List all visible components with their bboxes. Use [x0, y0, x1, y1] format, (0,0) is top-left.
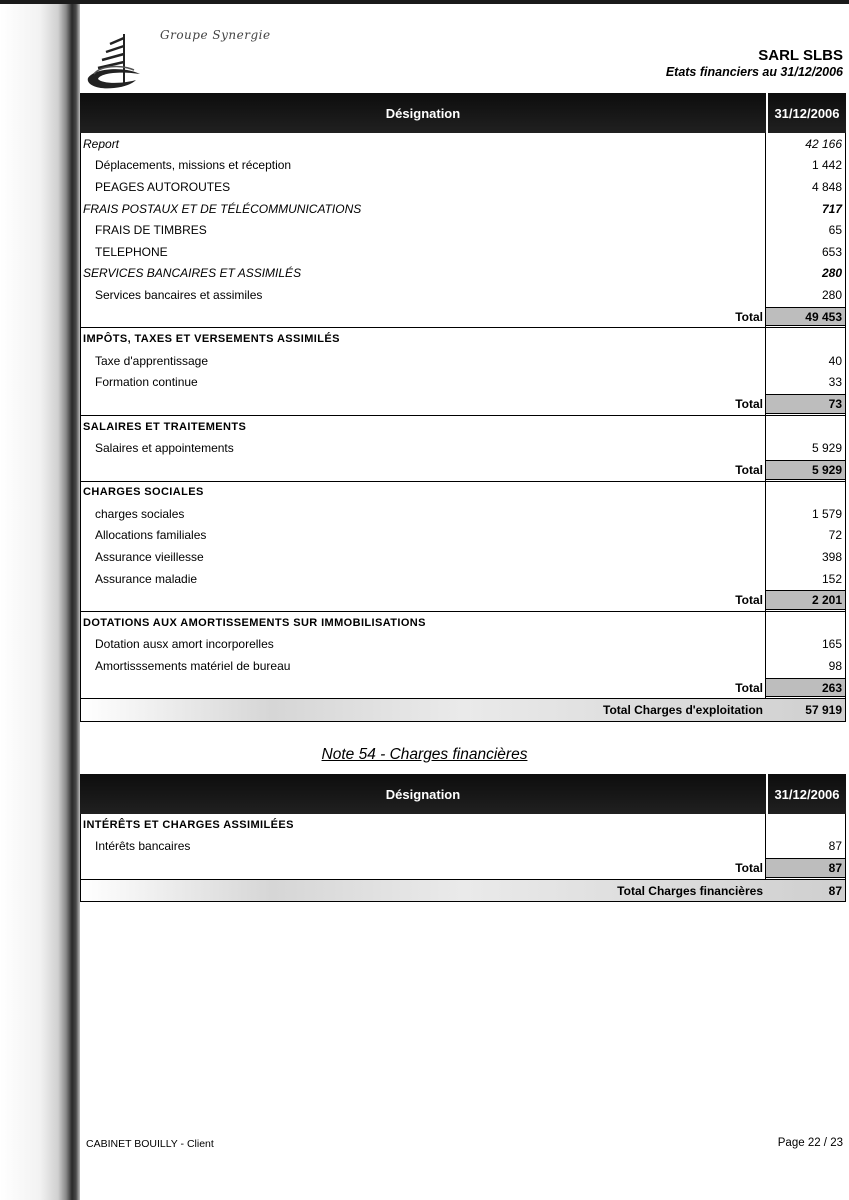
table-row: Taxe d'apprentissage 40	[95, 353, 842, 368]
table-header	[80, 774, 846, 814]
table-row: Services bancaires et assimiles 280	[95, 287, 842, 302]
col-date: 31/12/2006	[774, 786, 840, 802]
grand-total-row: Total Charges d'exploitation 57 919	[81, 698, 845, 721]
company-name: SARL SLBS	[758, 47, 843, 64]
table-row: SERVICES BANCAIRES ET ASSIMILÉS 280	[83, 266, 842, 281]
subtotal-row: Total 263	[81, 677, 845, 699]
brand-script: Groupe Synergie	[160, 28, 271, 42]
subtotal-row: Total 73	[81, 393, 845, 415]
section-heading: INTÉRÊTS ET CHARGES ASSIMILÉES	[83, 818, 294, 831]
book-binding-shadow	[0, 0, 80, 1200]
table-row: TELEPHONE 653	[95, 244, 842, 259]
footer-cabinet: CABINET BOUILLY - Client	[86, 1138, 214, 1150]
section-heading: IMPÔTS, TAXES ET VERSEMENTS ASSIMILÉS	[81, 327, 845, 350]
subtotal-row: Total 2 201	[81, 589, 845, 611]
subtotal-row: Total 5 929	[81, 459, 845, 481]
table-row: Report 42 166	[83, 136, 842, 151]
subtotal-row: Total 87	[81, 857, 845, 879]
note-title: Note 54 - Charges financières	[321, 746, 528, 763]
section-heading: CHARGES SOCIALES	[81, 481, 845, 504]
company-logo	[84, 30, 144, 92]
table-row: PEAGES AUTOROUTES 4 848	[95, 179, 842, 194]
charges-financieres-table	[80, 814, 846, 902]
col-designation: Désignation	[80, 774, 768, 814]
top-edge	[0, 0, 849, 4]
table-row: Allocations familiales 72	[95, 528, 842, 543]
page-number: Page 22 / 23	[777, 1137, 843, 1149]
subtotal-row: Total 49 453	[81, 306, 845, 328]
table-row: FRAIS POSTAUX ET DE TÉLÉCOMMUNICATIONS 717	[83, 201, 842, 216]
table-header	[80, 93, 846, 133]
charges-exploitation-table	[80, 133, 846, 722]
table-row: Assurance maladie 152	[95, 571, 842, 586]
col-date: 31/12/2006	[774, 105, 840, 121]
section-heading: SALAIRES ET TRAITEMENTS	[81, 415, 845, 438]
table-row: Salaires et appointements 5 929	[95, 441, 842, 456]
table-row: Formation continue 33	[95, 375, 842, 390]
grand-total-row: Total Charges financières 87	[81, 879, 845, 902]
table-row: charges sociales 1 579	[95, 506, 842, 521]
table-row: Amortisssements matériel de bureau 98	[95, 659, 842, 674]
table-row: Intérêts bancaires 87	[95, 839, 842, 854]
table-row: Déplacements, missions et réception 1 442	[95, 158, 842, 173]
table-row: FRAIS DE TIMBRES 65	[95, 223, 842, 238]
table-row: Dotation ausx amort incorporelles 165	[95, 637, 842, 652]
table-row: Assurance vieillesse 398	[95, 550, 842, 565]
col-designation: Désignation	[80, 93, 768, 133]
section-heading: DOTATIONS AUX AMORTISSEMENTS SUR IMMOBILISATIONS	[81, 611, 845, 634]
statement-subtitle: Etats financiers au 31/12/2006	[665, 65, 843, 79]
